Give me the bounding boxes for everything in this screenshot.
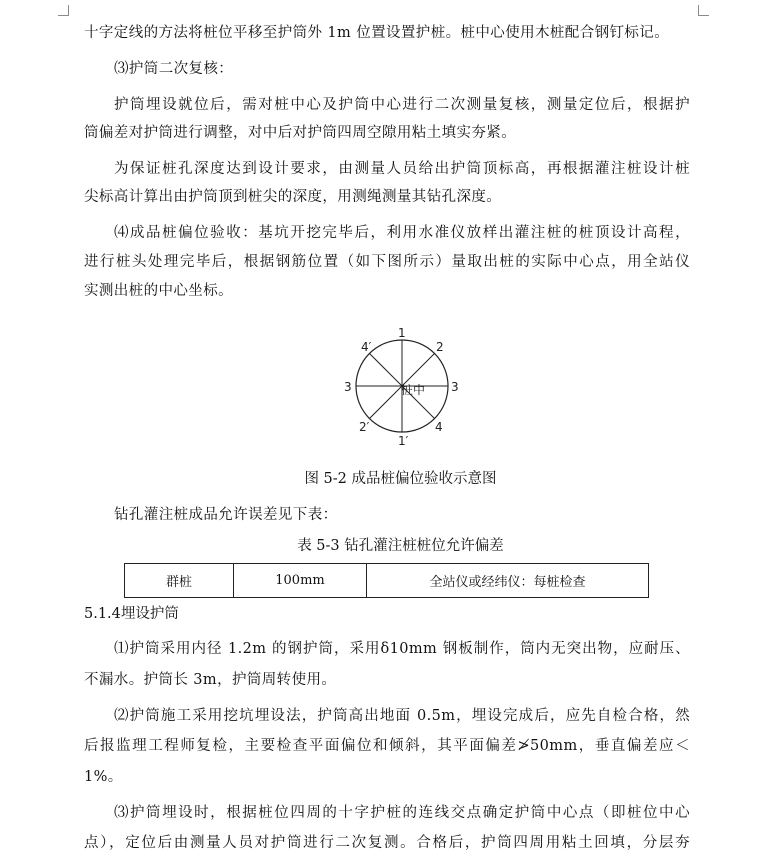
paragraph-line: ⑵护筒施工采用挖坑埋设法，护筒高出地面 0.5m，埋设完成后，应先自检合格，然	[114, 708, 690, 724]
paragraph-line: 实测出桩的中心坐标。	[84, 283, 233, 299]
label-bottom: 1′	[398, 434, 409, 448]
paragraph-line: 筒偏差对护筒进行调整，对中后对护筒四周空隙用粘土填实夯紧。	[84, 125, 517, 141]
table-caption: 表 5-3 钻孔灌注桩桩位允许偏差	[297, 538, 504, 554]
label-lower-right: 4	[435, 420, 443, 434]
paragraph-line: 十字定线的方法将桩位平移至护筒外 1m 位置设置护桩。桩中心使用木桩配合钢钉标记。	[84, 25, 670, 41]
tolerance-table	[124, 563, 649, 598]
paragraph-line: 不漏水。护筒长 3m，护筒周转使用。	[84, 672, 337, 688]
section-heading: 5.1.4埋设护筒	[84, 606, 179, 622]
table-cell: 100mm	[234, 564, 367, 598]
label-lower-left: 2′	[359, 420, 370, 434]
paragraph-line: 为保证桩孔深度达到设计要求，由测量人员给出护筒顶标高，再根据灌注桩设计桩	[114, 161, 690, 177]
paragraph-line: ⑴护筒采用内径 1.2m 的钢护筒，采用δ10mm 钢板制作，筒内无突出物，应耐压、	[114, 641, 690, 657]
paragraph-line: 进行桩头处理完毕后，根据钢筋位置（如下图所示）量取出桩的实际中心点，用全站仪	[84, 254, 690, 270]
pile-deviation-diagram	[340, 324, 464, 448]
label-center: 桩中	[401, 383, 426, 397]
paragraph-line: 点），定位后由测量人员对护筒进行二次复测。合格后，护筒四周用粘土回填，分层夯	[84, 835, 690, 851]
table-row	[125, 564, 649, 598]
page-corner-mark-right	[698, 5, 709, 16]
paragraph-line: 1%。	[84, 769, 123, 785]
paragraph-line: ⑷成品桩偏位验收：基坑开挖完毕后，利用水准仪放样出灌注桩的桩顶设计高程，	[114, 225, 690, 241]
label-upper-left: 4′	[361, 340, 372, 354]
label-right: 3	[451, 380, 459, 394]
page-corner-mark-left	[58, 5, 69, 16]
table-cell: 群桩	[125, 564, 234, 598]
paragraph-line: 护筒埋设就位后，需对桩中心及护筒中心进行二次测量复核，测量定位后，根据护	[114, 97, 690, 113]
label-left: 3	[344, 380, 352, 394]
paragraph-line: ⑶护筒埋设时，根据桩位四周的十字护桩的连线交点确定护筒中心点（即桩位中心	[114, 805, 690, 821]
paragraph-line: 尖标高计算出由护筒顶到桩尖的深度，用测绳测量其钻孔深度。	[84, 189, 502, 205]
label-upper-right: 2	[436, 340, 444, 354]
table-intro: 钻孔灌注桩成品允许误差见下表：	[114, 507, 338, 523]
table-cell: 全站仪或经纬仪：每桩检查	[367, 564, 649, 598]
label-top: 1	[398, 326, 406, 340]
paragraph-line: 后报监理工程师复检，主要检查平面偏位和倾斜，其平面偏差≯50mm，垂直偏差应＜	[84, 738, 690, 754]
subheading-recheck: ⑶护筒二次复核：	[114, 61, 234, 77]
figure-caption: 图 5-2 成品桩偏位验收示意图	[304, 471, 497, 487]
